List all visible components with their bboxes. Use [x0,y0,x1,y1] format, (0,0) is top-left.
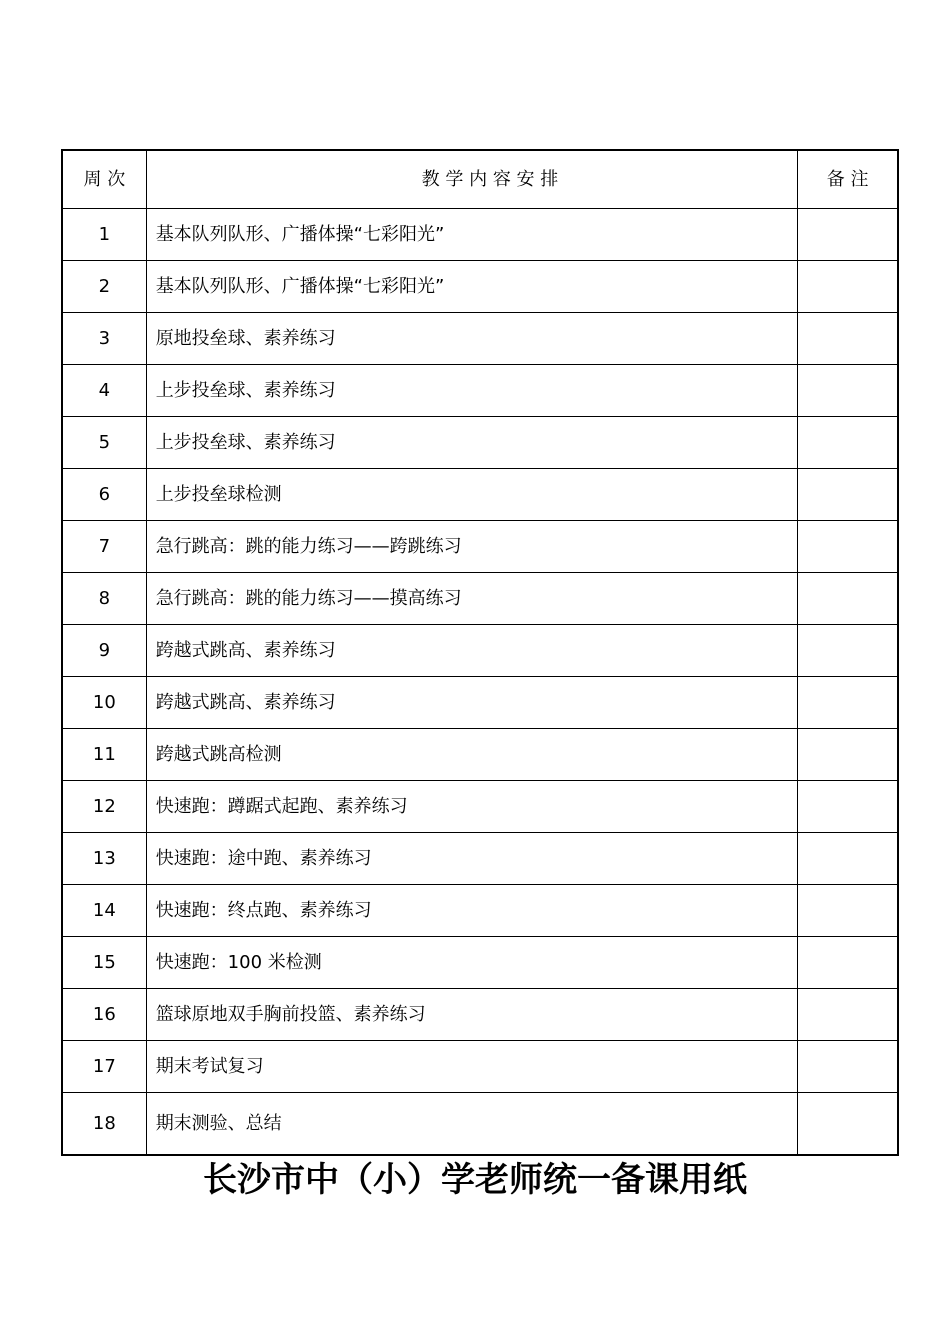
week-cell: 5 [62,417,146,469]
week-cell: 17 [62,1041,146,1093]
week-cell: 7 [62,521,146,573]
table-row [62,885,898,937]
lesson-plan-table [61,149,899,1156]
table-row [62,469,898,521]
note-cell [798,677,898,729]
footer-title: 长沙市中（小）学老师统一备课用纸 [203,1160,747,1200]
note-cell [798,729,898,781]
note-cell [798,885,898,937]
content-cell: 期末考试复习 [146,1041,798,1093]
note-cell [798,1041,898,1093]
week-cell: 16 [62,989,146,1041]
content-cell: 快速跑：蹲踞式起跑、素养练习 [146,781,798,833]
table-row [62,573,898,625]
content-cell: 快速跑：终点跑、素养练习 [146,885,798,937]
week-cell: 3 [62,313,146,365]
table-row [62,1041,898,1093]
content-cell: 急行跳高：跳的能力练习——跨跳练习 [146,521,798,573]
note-cell [798,833,898,885]
note-cell [798,313,898,365]
note-cell [798,937,898,989]
week-cell: 15 [62,937,146,989]
content-cell: 上步投垒球、素养练习 [146,365,798,417]
table-row [62,521,898,573]
content-cell: 跨越式跳高、素养练习 [146,677,798,729]
week-cell: 9 [62,625,146,677]
table-row [62,729,898,781]
content-cell: 期末测验、总结 [146,1093,798,1156]
header-week: 周 次 [62,150,146,209]
week-cell: 6 [62,469,146,521]
table-row [62,625,898,677]
table-row [62,833,898,885]
week-cell: 18 [62,1093,146,1156]
content-cell: 上步投垒球、素养练习 [146,417,798,469]
week-cell: 13 [62,833,146,885]
content-cell: 原地投垒球、素养练习 [146,313,798,365]
table-row [62,313,898,365]
content-cell: 跨越式跳高、素养练习 [146,625,798,677]
note-cell [798,417,898,469]
content-cell: 急行跳高：跳的能力练习——摸高练习 [146,573,798,625]
week-cell: 2 [62,261,146,313]
content-cell: 跨越式跳高检测 [146,729,798,781]
note-cell [798,781,898,833]
week-cell: 14 [62,885,146,937]
content-cell: 基本队列队形、广播体操“七彩阳光” [146,209,798,261]
table-row [62,989,898,1041]
table-row [62,1093,898,1156]
content-cell: 快速跑：100 米检测 [146,937,798,989]
header-content: 教 学 内 容 安 排 [146,150,798,209]
note-cell [798,365,898,417]
week-cell: 12 [62,781,146,833]
table-row [62,677,898,729]
note-cell [798,1093,898,1156]
table-row [62,261,898,313]
week-cell: 8 [62,573,146,625]
table-row [62,365,898,417]
note-cell [798,573,898,625]
week-cell: 4 [62,365,146,417]
note-cell [798,625,898,677]
note-cell [798,469,898,521]
week-cell: 11 [62,729,146,781]
content-cell: 篮球原地双手胸前投篮、素养练习 [146,989,798,1041]
note-cell [798,989,898,1041]
table-row [62,937,898,989]
header-note: 备 注 [798,150,898,209]
note-cell [798,521,898,573]
content-cell: 上步投垒球检测 [146,469,798,521]
content-cell: 基本队列队形、广播体操“七彩阳光” [146,261,798,313]
content-cell: 快速跑：途中跑、素养练习 [146,833,798,885]
week-cell: 1 [62,209,146,261]
note-cell [798,261,898,313]
table-header-row [62,150,898,209]
table-row [62,781,898,833]
week-cell: 10 [62,677,146,729]
table-row [62,417,898,469]
table-row [62,209,898,261]
note-cell [798,209,898,261]
